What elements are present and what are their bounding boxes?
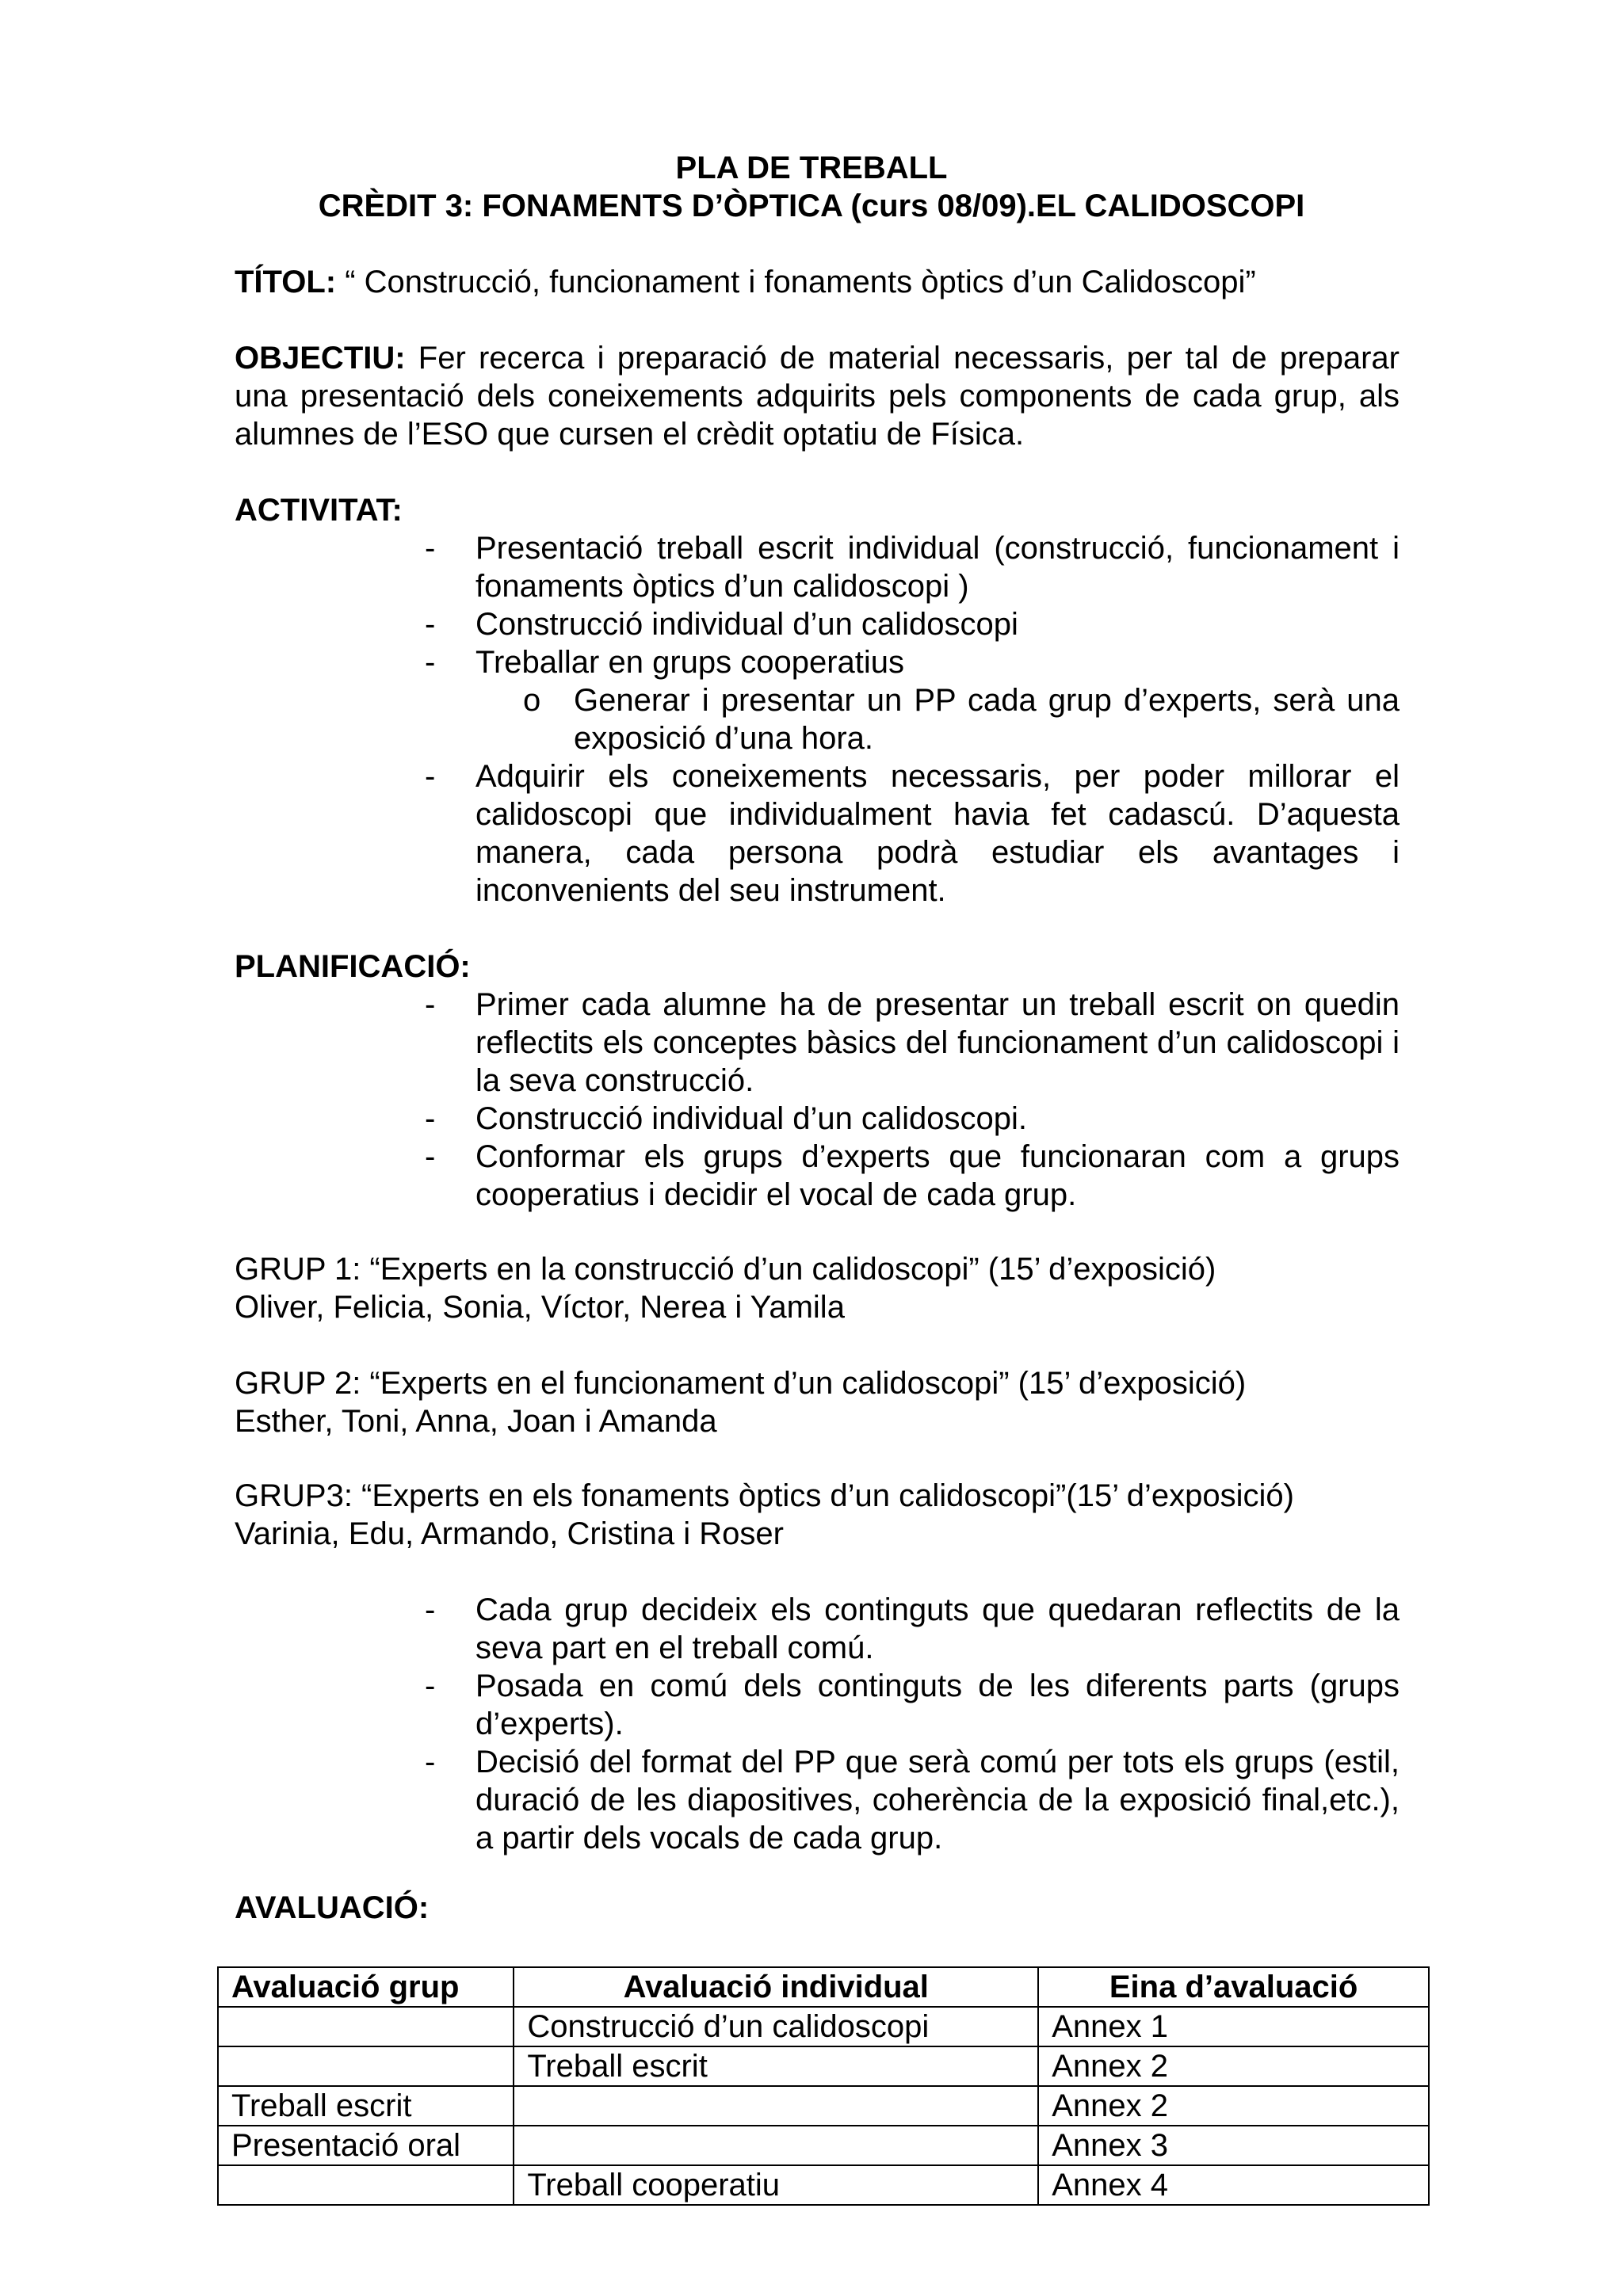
- dash-bullet: -: [425, 987, 436, 1022]
- doc-subtitle: CRÈDIT 3: FONAMENTS D’ÒPTICA (curs 08/09).EL CALIDOSCOPI: [318, 189, 1305, 223]
- list-item: - Treballar en grups cooperatius o Generar i presentar un PP cada grup d’experts, serà una exposició d’una hora.: [425, 645, 1400, 756]
- table-cell: Annex 2: [1038, 2046, 1429, 2086]
- planificacio-label: PLANIFICACIÓ:: [235, 949, 471, 984]
- dash-bullet: -: [425, 1592, 436, 1627]
- table-row: [218, 2126, 1429, 2165]
- activitat-sublist: [475, 681, 1400, 757]
- table-cell: [514, 2086, 1038, 2126]
- titol-section: [235, 263, 1400, 301]
- table-cell: Treball cooperatiu: [514, 2165, 1038, 2205]
- grup-title: GRUP3: “Experts en els fonaments òptics d’un calidoscopi”(15’ d’exposició): [235, 1478, 1294, 1513]
- list-item: - Primer cada alumne ha de presentar un treball escrit on quedin reflectits els conceptes bàsics del funcionament d’un calidoscopi i la seva construcció.: [425, 987, 1400, 1098]
- list-item: - Construcció individual d’un calidoscopi.: [425, 1101, 1027, 1136]
- dash-bullet: -: [425, 759, 436, 794]
- circle-bullet: o: [523, 683, 541, 718]
- table-cell: [218, 2007, 514, 2046]
- planificacio-list-2: [235, 1591, 1400, 1857]
- planificacio-list: [235, 986, 1400, 1214]
- grup-1: [235, 1250, 1400, 1326]
- grup-3: [235, 1477, 1400, 1553]
- table-row: [218, 2007, 1429, 2046]
- grup-members: Oliver, Felicia, Sonia, Víctor, Nerea i Yamila: [235, 1290, 845, 1325]
- table-header-row: [218, 1967, 1429, 2007]
- dash-bullet: -: [425, 1101, 436, 1136]
- avaluacio-table: [217, 1966, 1430, 2206]
- table-cell: Treball escrit: [218, 2086, 514, 2126]
- table-header-cell: Avaluació individual: [514, 1967, 1038, 2007]
- grup-title: GRUP 2: “Experts en el funcionament d’un calidoscopi” (15’ d’exposició): [235, 1366, 1247, 1401]
- titol-text: “ Construcció, funcionament i fonaments òptics d’un Calidoscopi”: [336, 265, 1256, 299]
- objectiu-label: OBJECTIU:: [235, 341, 406, 376]
- list-item: - Conformar els grups d’experts que funcionaran com a grups cooperatius i decidir el vocal de cada grup.: [425, 1139, 1400, 1212]
- table-row: [218, 2165, 1429, 2205]
- list-item: o Generar i presentar un PP cada grup d’experts, serà una exposició d’una hora.: [523, 683, 1400, 756]
- grup-2: [235, 1364, 1400, 1440]
- list-item: - Presentació treball escrit individual (construcció, funcionament i fonaments òptics d’un calidoscopi ): [425, 531, 1400, 604]
- table-cell: Annex 3: [1038, 2126, 1429, 2165]
- dash-bullet: -: [425, 1139, 436, 1174]
- table-cell: Annex 4: [1038, 2165, 1429, 2205]
- objectiu-text: Fer recerca i preparació de material necessaris, per tal de preparar una presentació dels coneixements adquirits pels components de cada grup, als alumnes de l’ESO que cursen el crèdit optatiu de Física.: [235, 341, 1400, 452]
- list-item: - Adquirir els coneixements necessaris, per poder millorar el calidoscopi que individualment havia fet cadascú. D’aquesta manera, cada persona podrà estudiar els avantages i inconvenients del seu instrument.: [425, 759, 1400, 908]
- table-header-cell: Eina d’avaluació: [1038, 1967, 1429, 2007]
- objectiu-section: [235, 339, 1400, 453]
- dash-bullet: -: [425, 607, 436, 642]
- table-cell: Annex 2: [1038, 2086, 1429, 2126]
- dash-bullet: -: [425, 645, 436, 680]
- table-cell: Construcció d’un calidoscopi: [514, 2007, 1038, 2046]
- activitat-list: [235, 529, 1400, 910]
- dash-bullet: -: [425, 1669, 436, 1703]
- table-cell: [514, 2126, 1038, 2165]
- list-item: - Decisió del format del PP que serà comú per tots els grups (estil, duració de les diapositives, coherència de la exposició final,etc.), a partir dels vocals de cada grup.: [425, 1745, 1400, 1855]
- avaluacio-label: AVALUACIÓ:: [235, 1890, 430, 1925]
- list-item: - Posada en comú dels continguts de les diferents parts (grups d’experts).: [425, 1669, 1400, 1741]
- grup-title: GRUP 1: “Experts en la construcció d’un calidoscopi” (15’ d’exposició): [235, 1252, 1216, 1287]
- dash-bullet: -: [425, 531, 436, 566]
- document-header: [0, 149, 1623, 225]
- table-cell: Presentació oral: [218, 2126, 514, 2165]
- table-row: [218, 2086, 1429, 2126]
- table-cell: [218, 2165, 514, 2205]
- doc-title: PLA DE TREBALL: [675, 151, 948, 185]
- dash-bullet: -: [425, 1745, 436, 1779]
- table-cell: Annex 1: [1038, 2007, 1429, 2046]
- table-cell: [218, 2046, 514, 2086]
- list-item: - Construcció individual d’un calidoscopi: [425, 607, 1018, 642]
- table-row: [218, 2046, 1429, 2086]
- table-cell: Treball escrit: [514, 2046, 1038, 2086]
- titol-label: TÍTOL:: [235, 265, 337, 299]
- grup-members: Esther, Toni, Anna, Joan i Amanda: [235, 1404, 717, 1439]
- table-header-cell: Avaluació grup: [218, 1967, 514, 2007]
- grup-members: Varinia, Edu, Armando, Cristina i Roser: [235, 1516, 784, 1551]
- list-item: - Cada grup decideix els continguts que quedaran reflectits de la seva part en el treball comú.: [425, 1592, 1400, 1665]
- activitat-label: ACTIVITAT:: [235, 493, 403, 528]
